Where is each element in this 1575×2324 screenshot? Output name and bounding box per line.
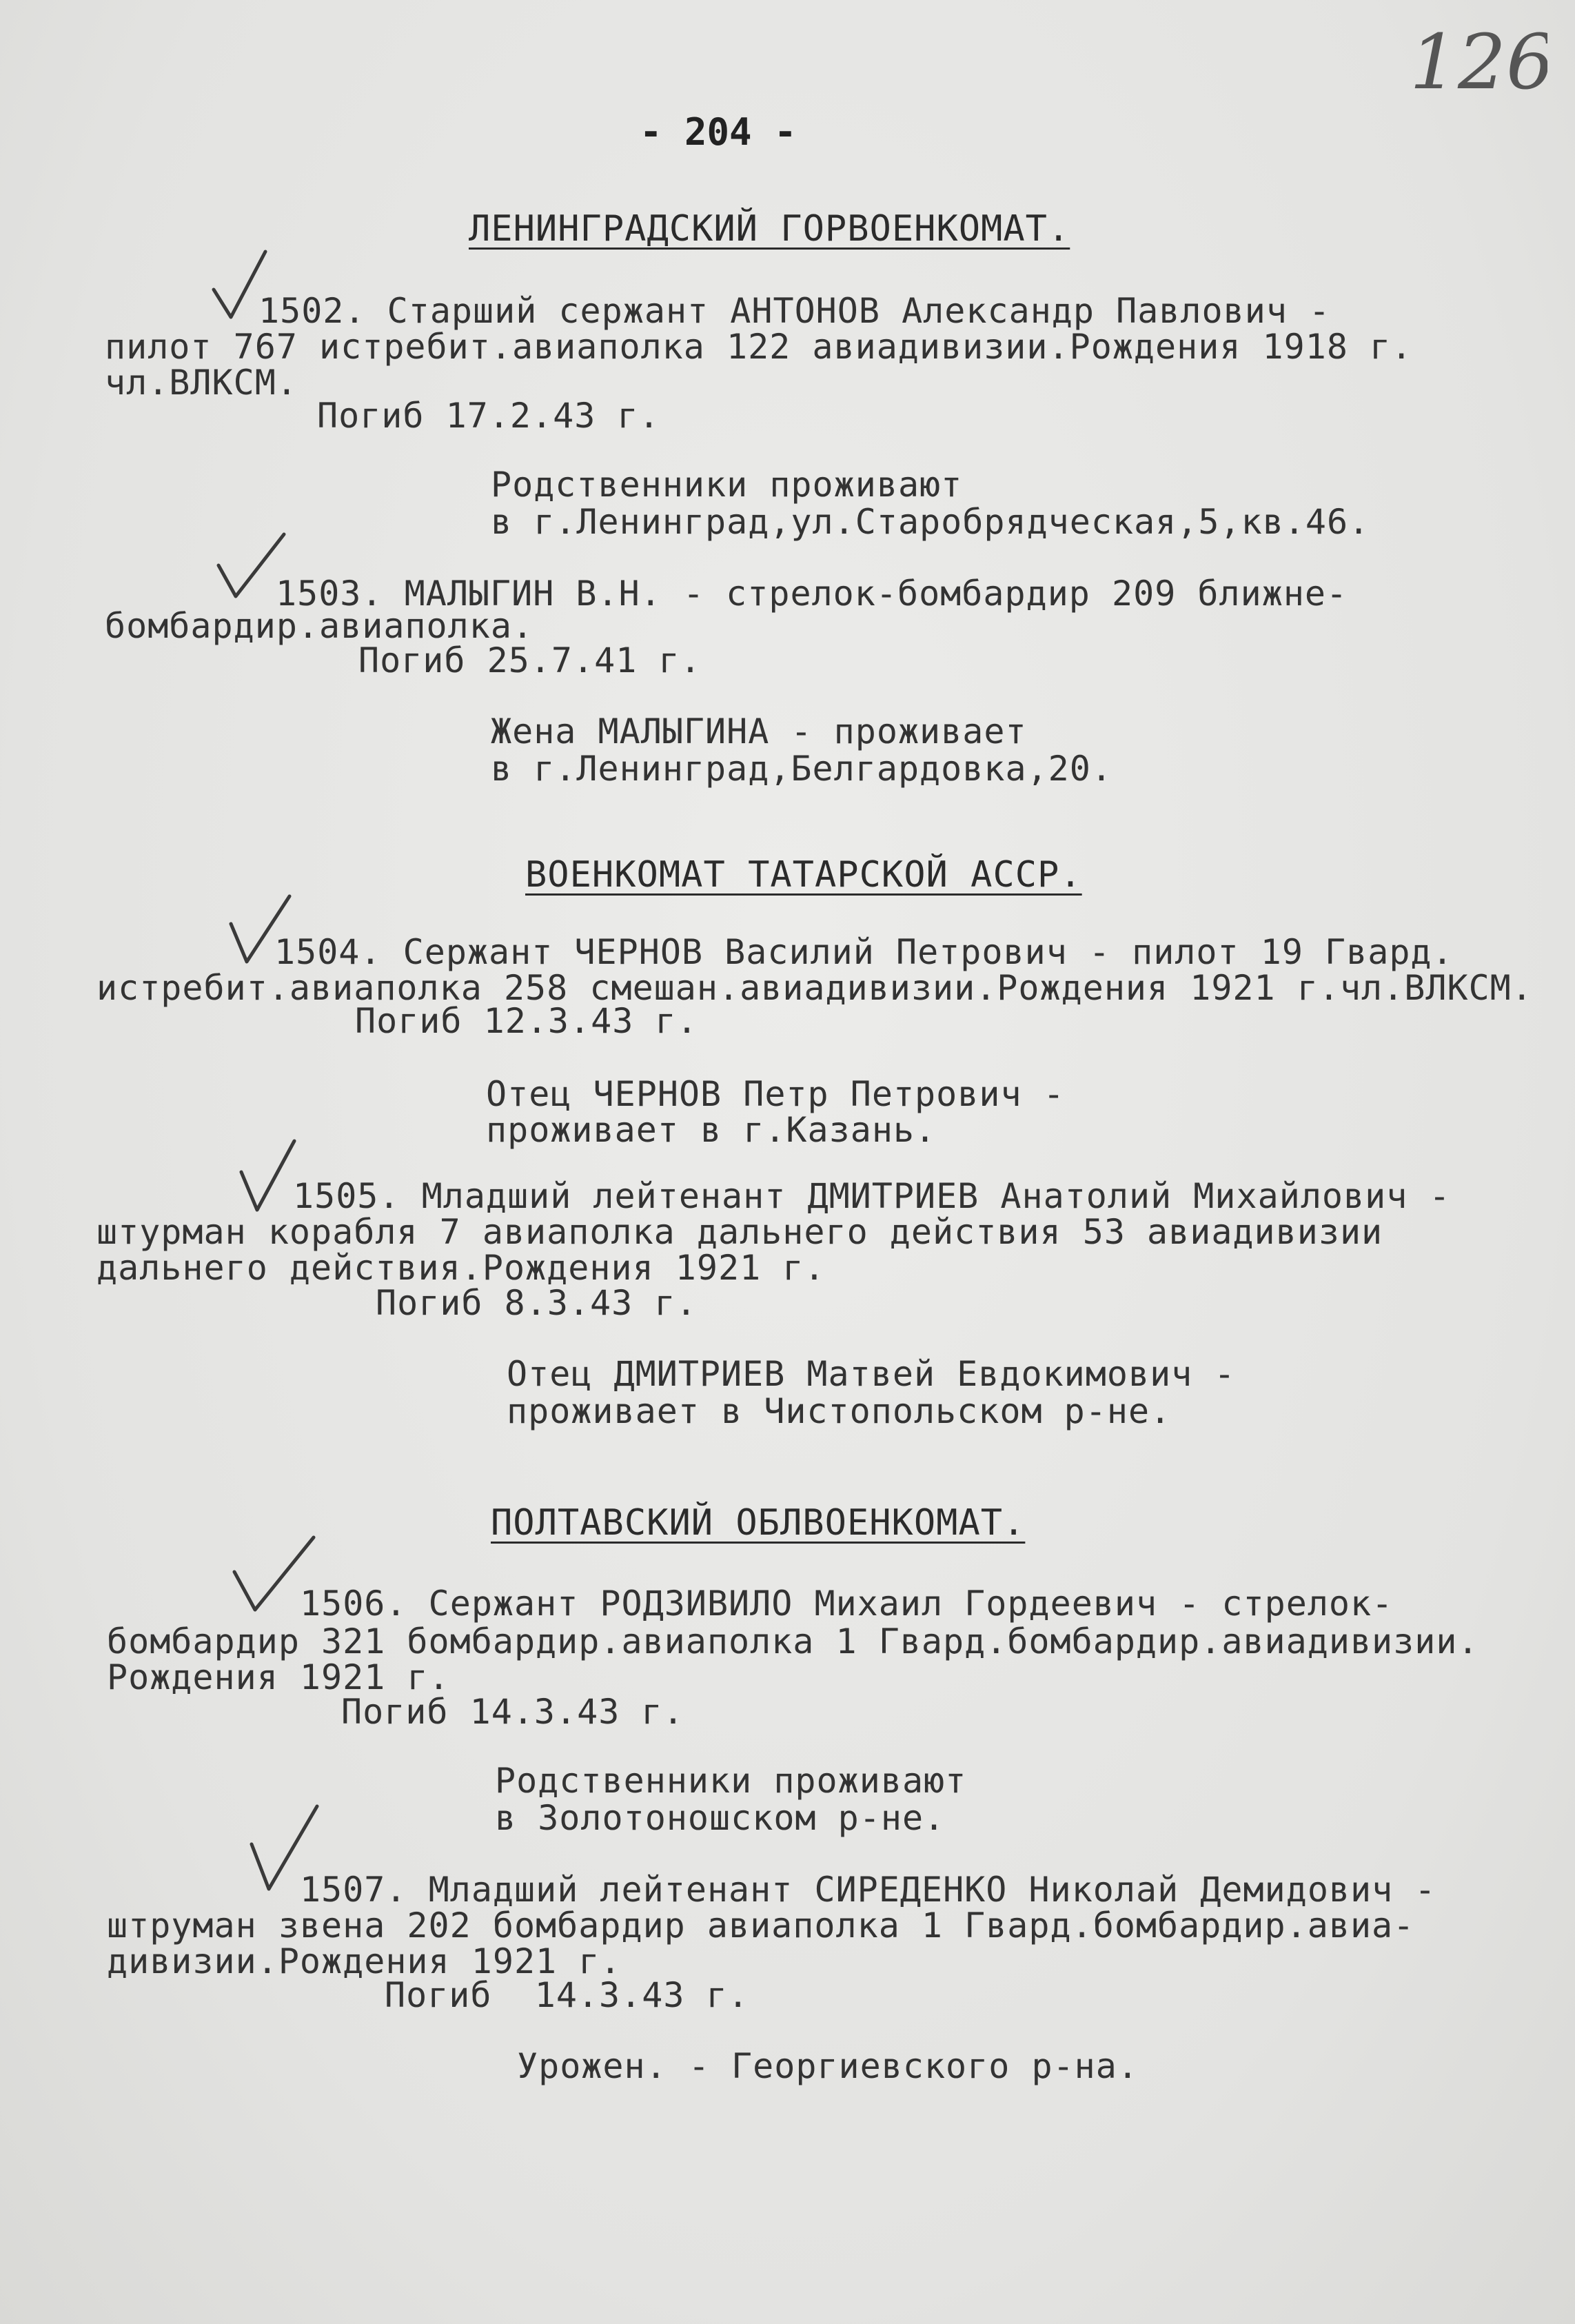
relatives-line: Родственники проживают xyxy=(495,1761,967,1801)
entry-line: 1506. Сержант РОДЗИВИЛО Михаил Гордеевич - стрелок- xyxy=(300,1584,1394,1624)
entry-line: 1505. Младший лейтенант ДМИТРИЕВ Анатолий Михайлович - xyxy=(293,1176,1451,1216)
relatives-line: проживает в Чистопольском р-не. xyxy=(507,1391,1172,1431)
page-number: - 204 - xyxy=(640,110,797,154)
relatives-line: в г.Ленинград,ул.Старобрядческая,5,кв.46. xyxy=(491,502,1370,542)
svg-text:126: 126 xyxy=(1410,19,1547,106)
death-date: Погиб 14.3.43 г. xyxy=(341,1692,684,1732)
relatives-line: проживает в г.Казань. xyxy=(486,1110,937,1150)
section-heading: ПОЛТАВСКИЙ ОБЛВОЕНКОМАТ. xyxy=(491,1502,1026,1544)
archive-number-handwritten xyxy=(1410,19,1547,116)
entry-line: истребит.авиаполка 258 смешан.авиадивизии.Рождения 1921 г.чл.ВЛКСМ. xyxy=(96,968,1533,1008)
relatives-line: Отец ДМИТРИЕВ Матвей Евдокимович - xyxy=(507,1354,1236,1394)
death-date: Погиб 14.3.43 г. xyxy=(385,1975,749,2015)
death-date: Погиб 25.7.41 г. xyxy=(358,640,702,680)
entry-line: штурман корабля 7 авиаполка дальнего действия 53 авиадивизии xyxy=(96,1212,1383,1252)
section-heading: ВОЕНКОМАТ ТАТАРСКОЙ АССР. xyxy=(525,854,1082,896)
entry-line: бомбардир.авиаполка. xyxy=(105,606,534,646)
entry-line: дивизии.Рождения 1921 г. xyxy=(107,1941,622,1981)
checkmark-icon xyxy=(238,1138,300,1223)
relatives-line: Отец ЧЕРНОВ Петр Петрович - xyxy=(486,1074,1065,1114)
entry-line: штруман звена 202 бомбардир авиаполка 1 Гвард.бомбардир.авиа- xyxy=(107,1906,1415,1946)
entry-line: дальнего действия.Рождения 1921 г. xyxy=(96,1248,826,1288)
relatives-line: Урожен. - Георгиевского р-на. xyxy=(517,2046,1139,2086)
entry-line: 1503. МАЛЫГИН В.Н. - стрелок-бомбардир 209 ближне- xyxy=(276,574,1348,614)
entry-line: 1504. Сержант ЧЕРНОВ Василий Петрович - пилот 19 Гвард. xyxy=(274,932,1454,972)
relatives-line: Родственники проживают xyxy=(491,465,963,505)
entry-line: бомбардир 321 бомбардир.авиаполка 1 Гвард.бомбардир.авиадивизии. xyxy=(107,1621,1479,1661)
death-date: Погиб 12.3.43 г. xyxy=(355,1001,698,1041)
section-heading: ЛЕНИНГРАДСКИЙ ГОРВОЕНКОМАТ. xyxy=(469,208,1070,250)
entry-line: Рождения 1921 г. xyxy=(107,1657,450,1697)
death-date: Погиб 17.2.43 г. xyxy=(317,396,660,436)
death-date: Погиб 8.3.43 г. xyxy=(376,1283,698,1323)
entry-line: пилот 767 истребит.авиаполка 122 авиадивизии.Рождения 1918 г. xyxy=(105,327,1413,367)
relatives-line: в Золотоношском р-не. xyxy=(495,1798,946,1838)
relatives-line: Жена МАЛЫГИНА - проживает xyxy=(491,711,1027,751)
entry-line: 1502. Старший сержант АНТОНОВ Александр Павлович - xyxy=(258,291,1331,331)
entry-line: 1507. Младший лейтенант СИРЕДЕНКО Николай Демидович - xyxy=(300,1870,1436,1910)
entry-line: чл.ВЛКСМ. xyxy=(105,363,298,403)
relatives-line: в г.Ленинград,Белгардовка,20. xyxy=(491,749,1112,789)
